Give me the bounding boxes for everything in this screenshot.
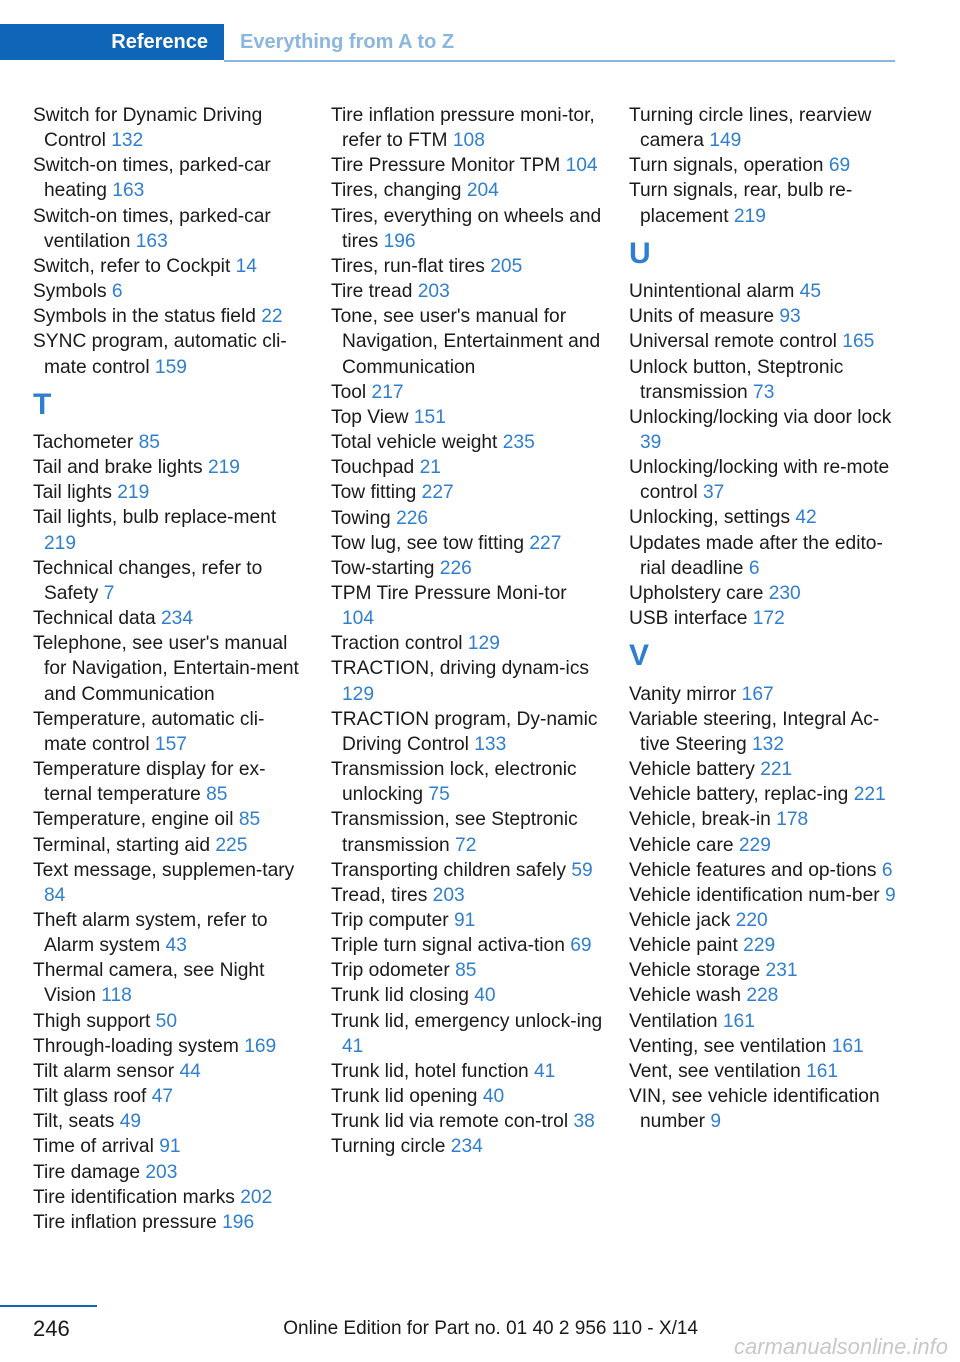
watermark: carmanualsonline.info xyxy=(733,1334,948,1359)
section-tab-everything-a-to-z: Everything from A to Z xyxy=(240,30,455,53)
page-reference-link[interactable]: 47 xyxy=(151,1086,174,1108)
index-entry xyxy=(629,153,901,178)
page-reference-link[interactable]: 9 xyxy=(710,1111,722,1133)
page-reference-link[interactable]: 178 xyxy=(776,809,809,831)
index-letter-heading: U xyxy=(629,236,651,270)
index-entry xyxy=(629,581,901,606)
index-entry xyxy=(331,958,603,983)
page-reference-link[interactable]: 219 xyxy=(117,482,150,504)
page-reference-link[interactable]: 129 xyxy=(467,633,500,655)
index-entry xyxy=(33,1134,305,1159)
page-reference-link[interactable]: 45 xyxy=(799,281,822,303)
index-entry-text: USB interface xyxy=(629,608,748,630)
index-entry xyxy=(331,103,603,153)
index-entry xyxy=(629,1034,901,1059)
page-reference-link[interactable]: 231 xyxy=(765,960,798,982)
index-entry-text: Upholstery care xyxy=(629,582,764,604)
index-entry-text: Tire inflation pressure xyxy=(33,1211,217,1233)
index-entry-text: Unlocking/locking with re-mote control xyxy=(629,457,890,504)
page-reference-link[interactable]: 104 xyxy=(342,608,375,630)
index-entry-text: Vehicle, break-in xyxy=(629,809,771,831)
page-reference-link[interactable]: 44 xyxy=(179,1060,201,1082)
page-reference-link[interactable]: 85 xyxy=(138,432,160,454)
index-entry xyxy=(629,757,901,782)
index-letter-heading: V xyxy=(629,639,650,673)
index-entry-text: Terminal, starting aid xyxy=(33,834,211,856)
index-entry-text: Unlock button, Steptronic transmission xyxy=(629,356,844,403)
page-reference-link[interactable]: 203 xyxy=(145,1161,178,1183)
index-entry-text: Tires, everything on wheels and tires xyxy=(331,205,602,252)
index-entry xyxy=(33,505,305,555)
index-entry xyxy=(331,656,603,706)
index-entry xyxy=(331,933,603,958)
index-entry xyxy=(331,757,603,807)
index-entry-text: Switch for Dynamic Driving Control xyxy=(33,105,263,152)
page-reference-link[interactable]: 7 xyxy=(103,582,115,604)
index-entry xyxy=(331,707,603,757)
index-entry-text: Thermal camera, see Night Vision xyxy=(33,960,265,1007)
index-entry-text: Tread, tires xyxy=(331,884,428,906)
page-reference-link[interactable]: 234 xyxy=(161,608,194,630)
index-entry xyxy=(629,279,901,304)
index-entry-text: Vehicle battery xyxy=(629,759,755,781)
index-entry xyxy=(331,455,603,480)
index-entry xyxy=(33,1160,305,1185)
index-entry-text: Touchpad xyxy=(331,457,415,479)
page-reference-link[interactable]: 196 xyxy=(383,230,416,252)
page-reference-link[interactable]: 219 xyxy=(207,457,240,479)
index-entry-text: Tool xyxy=(331,381,367,403)
index-entry xyxy=(629,807,901,832)
page-reference-link[interactable]: 165 xyxy=(842,331,875,353)
index-entry-text: Switch, refer to Cockpit xyxy=(33,255,231,277)
index-entry-text: Transmission, see Steptronic transmission xyxy=(331,809,578,856)
index-entry xyxy=(629,606,901,631)
page-reference-link[interactable]: 39 xyxy=(640,432,662,454)
index-entry-text: Tire Pressure Monitor TPM xyxy=(331,155,561,177)
index-entry-text: Vehicle identification num-ber xyxy=(629,884,880,906)
page-reference-link[interactable]: 221 xyxy=(853,784,886,806)
index-entry-text: VIN, see vehicle identification number xyxy=(629,1086,880,1133)
index-entry-text: Trunk lid via remote con-trol xyxy=(331,1111,569,1133)
index-entry xyxy=(629,329,901,354)
page-reference-link[interactable]: 167 xyxy=(741,683,774,705)
index-entry xyxy=(331,883,603,908)
index-entry-text: Trunk lid, hotel function xyxy=(331,1060,529,1082)
index-entry xyxy=(331,1009,603,1059)
index-entry-text: Tachometer xyxy=(33,432,134,454)
index-entry-text: Triple turn signal activa-tion xyxy=(331,935,565,957)
index-entry xyxy=(331,279,603,304)
index-entry-text: Technical data xyxy=(33,608,156,630)
index-entry xyxy=(629,682,901,707)
page-reference-link[interactable]: 220 xyxy=(735,909,768,931)
index-entry-text: Tire identification marks xyxy=(33,1186,235,1208)
page-reference-link[interactable]: 205 xyxy=(490,255,523,277)
index-entry xyxy=(331,531,603,556)
index-entry-text: Universal remote control xyxy=(629,331,837,353)
index-entry xyxy=(331,178,603,203)
index-entry-text: Switch-on times, parked-car heating xyxy=(33,155,271,202)
index-entry xyxy=(33,908,305,958)
index-entry xyxy=(629,707,901,757)
header-divider xyxy=(224,60,895,62)
page-reference-link[interactable]: 227 xyxy=(421,482,454,504)
index-entry xyxy=(331,581,603,631)
page-reference-link[interactable]: 69 xyxy=(828,155,851,177)
index-entry-text: Vehicle features and op-tions xyxy=(629,859,877,881)
index-entry-text: Tail lights, bulb replace-ment xyxy=(33,507,277,529)
index-entry-text: Turn signals, rear, bulb re-placement xyxy=(629,180,853,227)
index-entry xyxy=(331,556,603,581)
index-entry xyxy=(33,858,305,908)
index-column-2 xyxy=(331,103,603,1160)
index-entry-text: Vehicle battery, replac-ing xyxy=(629,784,849,806)
page-reference-link[interactable]: 41 xyxy=(534,1060,556,1082)
index-entry xyxy=(331,858,603,883)
page-reference-link[interactable]: 163 xyxy=(112,180,145,202)
page-reference-link[interactable]: 104 xyxy=(565,155,598,177)
index-entry xyxy=(331,1134,603,1159)
index-entry xyxy=(33,1009,305,1034)
index-entry-text: Temperature, automatic cli-mate control xyxy=(33,708,265,755)
index-entry-text: Vehicle care xyxy=(629,834,734,856)
index-entry xyxy=(33,707,305,757)
index-entry xyxy=(331,908,603,933)
index-entry-text: Tow lug, see tow fitting xyxy=(331,532,525,554)
index-entry-text: Turning circle xyxy=(331,1136,446,1158)
index-entry-text: Variable steering, Integral Ac-tive Steering xyxy=(629,708,880,755)
page-reference-link[interactable]: 161 xyxy=(722,1010,755,1032)
index-entry-text: Through-loading system xyxy=(33,1035,239,1057)
index-entry-text: Theft alarm system, refer to Alarm system xyxy=(33,909,268,957)
index-entry-text: Time of arrival xyxy=(33,1136,154,1158)
index-entry-text: Trunk lid opening xyxy=(331,1086,478,1108)
index-entry xyxy=(33,480,305,505)
index-entry-text: Unlocking/locking via door lock xyxy=(629,406,892,428)
page-reference-link[interactable]: 221 xyxy=(760,759,793,781)
index-entry-text: Telephone, see user's manual for Navigation, Entertain-ment and Communication xyxy=(33,633,299,705)
page-reference-link[interactable]: 6 xyxy=(748,557,760,579)
index-entry-text: Tire damage xyxy=(33,1161,141,1183)
index-entry-text: Unintentional alarm xyxy=(629,281,795,303)
page-reference-link[interactable]: 203 xyxy=(417,281,450,303)
page-reference-link[interactable]: 225 xyxy=(215,834,248,856)
index-entry xyxy=(629,405,901,455)
index-entry-text: Tires, run-flat tires xyxy=(331,255,485,277)
index-entry-text: Vehicle jack xyxy=(629,909,731,931)
page-reference-link[interactable]: 43 xyxy=(165,935,187,957)
index-entry xyxy=(33,631,305,706)
index-entry-text: TRACTION program, Dy-namic Driving Control xyxy=(331,708,598,755)
page-reference-link[interactable]: 132 xyxy=(111,130,144,152)
index-entry xyxy=(331,1109,603,1134)
index-entry-text: Vehicle wash xyxy=(629,985,741,1007)
index-entry-text: Tilt, seats xyxy=(33,1111,115,1133)
index-letter-heading: T xyxy=(33,387,52,421)
index-entry xyxy=(629,505,901,530)
page-reference-link[interactable]: 226 xyxy=(439,557,472,579)
index-entry-text: Trip computer xyxy=(331,910,449,931)
index-entry-text: SYNC program, automatic cli-mate control xyxy=(33,331,287,378)
index-entry xyxy=(331,1059,603,1084)
page-reference-link[interactable]: 129 xyxy=(342,683,375,705)
index-entry-text: Transporting children safely xyxy=(331,859,566,881)
page-reference-link[interactable]: 203 xyxy=(432,884,465,906)
page-reference-link[interactable]: 230 xyxy=(768,582,801,604)
page-reference-link[interactable]: 14 xyxy=(235,255,257,277)
index-entry-text: Trip odometer xyxy=(331,960,450,982)
index-entry-text: Tail lights xyxy=(33,482,112,504)
index-entry-text: Temperature display for ex-ternal temperature xyxy=(33,759,266,806)
index-entry-text: Symbols xyxy=(33,281,107,303)
page-reference-link[interactable]: 42 xyxy=(795,507,817,529)
index-entry xyxy=(33,304,305,329)
index-entry xyxy=(33,757,305,807)
page-reference-link[interactable]: 38 xyxy=(573,1111,595,1133)
index-entry-text: Text message, supplemen-tary xyxy=(33,859,295,881)
page-reference-link[interactable]: 85 xyxy=(238,809,261,831)
page-reference-link[interactable]: 235 xyxy=(502,432,535,454)
index-entry xyxy=(331,631,603,656)
index-entry-text: Tilt alarm sensor xyxy=(33,1060,175,1082)
index-entry-text: Trunk lid, emergency unlock-ing xyxy=(331,1010,603,1032)
index-entry-text: Tow-starting xyxy=(331,557,435,579)
page-reference-link[interactable]: 40 xyxy=(474,985,496,1007)
index-entry-text: Temperature, engine oil xyxy=(33,809,234,831)
page-reference-link[interactable]: 133 xyxy=(474,733,507,755)
index-entry-text: Top View xyxy=(331,406,409,428)
page-reference-link[interactable]: 161 xyxy=(831,1035,864,1057)
index-entry xyxy=(629,782,901,807)
index-entry-text: Vent, see ventilation xyxy=(629,1060,801,1082)
page-reference-link[interactable]: 217 xyxy=(371,381,404,403)
index-entry xyxy=(331,807,603,857)
index-entry-text: Tail and brake lights xyxy=(33,457,203,479)
index-entry-text: Tone, see user's manual for Navigation, Entertainment and Communication xyxy=(331,306,601,378)
index-entry xyxy=(33,254,305,279)
page-reference-link[interactable]: 163 xyxy=(135,230,168,252)
page-reference-link[interactable]: 161 xyxy=(806,1060,839,1082)
page-reference-link[interactable]: 50 xyxy=(155,1010,178,1032)
page-reference-link[interactable]: 75 xyxy=(428,784,450,806)
index-entry-text: Technical changes, refer to Safety xyxy=(33,557,263,604)
page-reference-link[interactable]: 202 xyxy=(240,1186,273,1208)
index-entry-text: TRACTION, driving dynam-ics xyxy=(331,658,590,680)
index-entry-text: Total vehicle weight xyxy=(331,432,498,454)
page-reference-link[interactable]: 91 xyxy=(454,910,476,931)
page-reference-link[interactable]: 159 xyxy=(154,356,187,378)
index-entry-text: Thigh support xyxy=(33,1010,151,1032)
page-reference-link[interactable]: 228 xyxy=(746,985,779,1007)
index-entry-text: Transmission lock, electronic unlocking xyxy=(331,759,577,806)
index-entry-text: Unlocking, settings xyxy=(629,507,791,529)
page-reference-link[interactable]: 157 xyxy=(154,733,187,755)
page-reference-link[interactable]: 149 xyxy=(709,130,742,152)
index-entry xyxy=(629,933,901,958)
page-reference-link[interactable]: 234 xyxy=(450,1136,483,1158)
page-number: 246 xyxy=(33,1316,70,1341)
page-reference-link[interactable]: 59 xyxy=(571,859,593,881)
page-reference-link[interactable]: 72 xyxy=(455,834,477,856)
edition-note: Online Edition for Part no. 01 40 2 956 110 - X/14 xyxy=(283,1318,698,1339)
index-entry xyxy=(33,103,305,153)
page-reference-link[interactable]: 84 xyxy=(44,884,66,906)
index-entry xyxy=(629,958,901,983)
index-entry xyxy=(33,279,305,304)
page-reference-link[interactable]: 219 xyxy=(44,532,77,554)
index-entry xyxy=(33,153,305,203)
index-entry xyxy=(629,178,901,228)
index-entry-text: Tires, changing xyxy=(331,180,462,202)
page-reference-link[interactable]: 40 xyxy=(482,1086,505,1108)
index-entry xyxy=(629,531,901,581)
index-entry xyxy=(33,556,305,606)
index-entry xyxy=(33,958,305,1008)
page-reference-link[interactable]: 172 xyxy=(752,608,785,630)
index-entry xyxy=(33,1034,305,1059)
page-reference-link[interactable]: 93 xyxy=(779,306,801,328)
index-entry xyxy=(629,833,901,858)
index-entry-text: Symbols in the status field xyxy=(33,306,256,328)
index-column-1 xyxy=(33,103,305,1235)
index-entry-text: Switch-on times, parked-car ventilation xyxy=(33,205,271,252)
page-number-rule xyxy=(0,1305,97,1307)
page-reference-link[interactable]: 91 xyxy=(159,1136,181,1158)
index-entry xyxy=(33,807,305,832)
index-entry xyxy=(33,1185,305,1210)
index-entry-text: Vehicle storage xyxy=(629,960,761,982)
index-entry-text: Updates made after the edito-rial deadline xyxy=(629,532,883,579)
index-entry xyxy=(33,430,305,455)
page-reference-link[interactable]: 41 xyxy=(342,1035,364,1057)
index-entry xyxy=(629,455,901,505)
section-tab-reference: Reference xyxy=(0,24,224,60)
index-entry xyxy=(629,1084,901,1134)
index-entry xyxy=(33,455,305,480)
index-entry-text: Tow fitting xyxy=(331,482,417,504)
index-entry xyxy=(331,153,603,178)
index-entry-text: Turning circle lines, rearview camera xyxy=(629,105,872,152)
index-entry xyxy=(331,983,603,1008)
page-reference-link[interactable]: 85 xyxy=(455,960,477,982)
index-entry xyxy=(629,908,901,933)
index-entry xyxy=(629,1009,901,1034)
index-entry xyxy=(331,1084,603,1109)
index-entry-text: Turn signals, operation xyxy=(629,155,824,177)
index-entry xyxy=(629,103,901,153)
page-reference-link[interactable]: 22 xyxy=(261,306,283,328)
index-entry xyxy=(331,506,603,531)
page-reference-link[interactable]: 118 xyxy=(101,985,132,1007)
index-column-3 xyxy=(629,103,901,1134)
index-entry xyxy=(33,329,305,379)
page-reference-link[interactable]: 49 xyxy=(119,1111,142,1133)
index-entry xyxy=(629,883,901,908)
index-entry-text: Towing xyxy=(331,507,391,529)
index-entry-text: Traction control xyxy=(331,633,463,655)
page-reference-link[interactable]: 6 xyxy=(111,281,123,303)
index-entry-text: Vanity mirror xyxy=(629,683,737,705)
page-reference-link[interactable]: 229 xyxy=(738,834,771,856)
index-entry-text: Tire inflation pressure moni-tor, refer to FTM xyxy=(331,105,595,152)
index-entry xyxy=(33,204,305,254)
index-entry xyxy=(331,304,603,379)
page-reference-link[interactable]: 73 xyxy=(753,381,775,403)
index-entry xyxy=(33,1059,305,1084)
index-entry xyxy=(629,355,901,405)
page-reference-link[interactable]: 219 xyxy=(733,205,766,227)
page-reference-link[interactable]: 85 xyxy=(206,784,228,806)
index-entry-text: Tire tread xyxy=(331,281,413,303)
index-entry xyxy=(629,1059,901,1084)
index-entry xyxy=(33,606,305,631)
page-reference-link[interactable]: 37 xyxy=(702,482,725,504)
page-reference-link[interactable]: 21 xyxy=(419,457,441,479)
index-entry-text: Units of measure xyxy=(629,306,775,328)
index-entry xyxy=(33,1210,305,1235)
page-reference-link[interactable]: 6 xyxy=(881,859,893,881)
index-entry xyxy=(331,254,603,279)
page-reference-link[interactable]: 204 xyxy=(466,180,499,202)
index-entry-text: Tilt glass roof xyxy=(33,1086,147,1108)
page-reference-link[interactable]: 169 xyxy=(244,1035,277,1057)
page-reference-link[interactable]: 108 xyxy=(452,130,485,152)
index-entry xyxy=(629,983,901,1008)
page-header xyxy=(0,24,895,60)
index-entry xyxy=(331,430,603,455)
index-entry xyxy=(33,833,305,858)
page-reference-link[interactable]: 132 xyxy=(752,733,785,755)
page-reference-link[interactable]: 151 xyxy=(413,406,446,428)
index-entry xyxy=(331,405,603,430)
index-entry-text: Trunk lid closing xyxy=(331,985,469,1007)
index-entry xyxy=(331,480,603,505)
index-entry xyxy=(629,304,901,329)
index-entry xyxy=(331,204,603,254)
index-entry xyxy=(33,1109,305,1134)
index-entry xyxy=(629,858,901,883)
index-entry-text: Ventilation xyxy=(629,1010,718,1032)
page-reference-link[interactable]: 227 xyxy=(529,532,562,554)
page-reference-link[interactable]: 9 xyxy=(885,884,896,906)
index-entry xyxy=(331,380,603,405)
page-reference-link[interactable]: 196 xyxy=(222,1211,255,1233)
page-reference-link[interactable]: 229 xyxy=(743,935,776,957)
index-entry xyxy=(33,1084,305,1109)
index-entry-text: Vehicle paint xyxy=(629,935,738,957)
index-entry-text: TPM Tire Pressure Moni-tor xyxy=(331,582,567,604)
page-reference-link[interactable]: 226 xyxy=(396,507,429,529)
page-reference-link[interactable]: 69 xyxy=(570,935,592,957)
index-entry-text: Venting, see ventilation xyxy=(629,1035,827,1057)
